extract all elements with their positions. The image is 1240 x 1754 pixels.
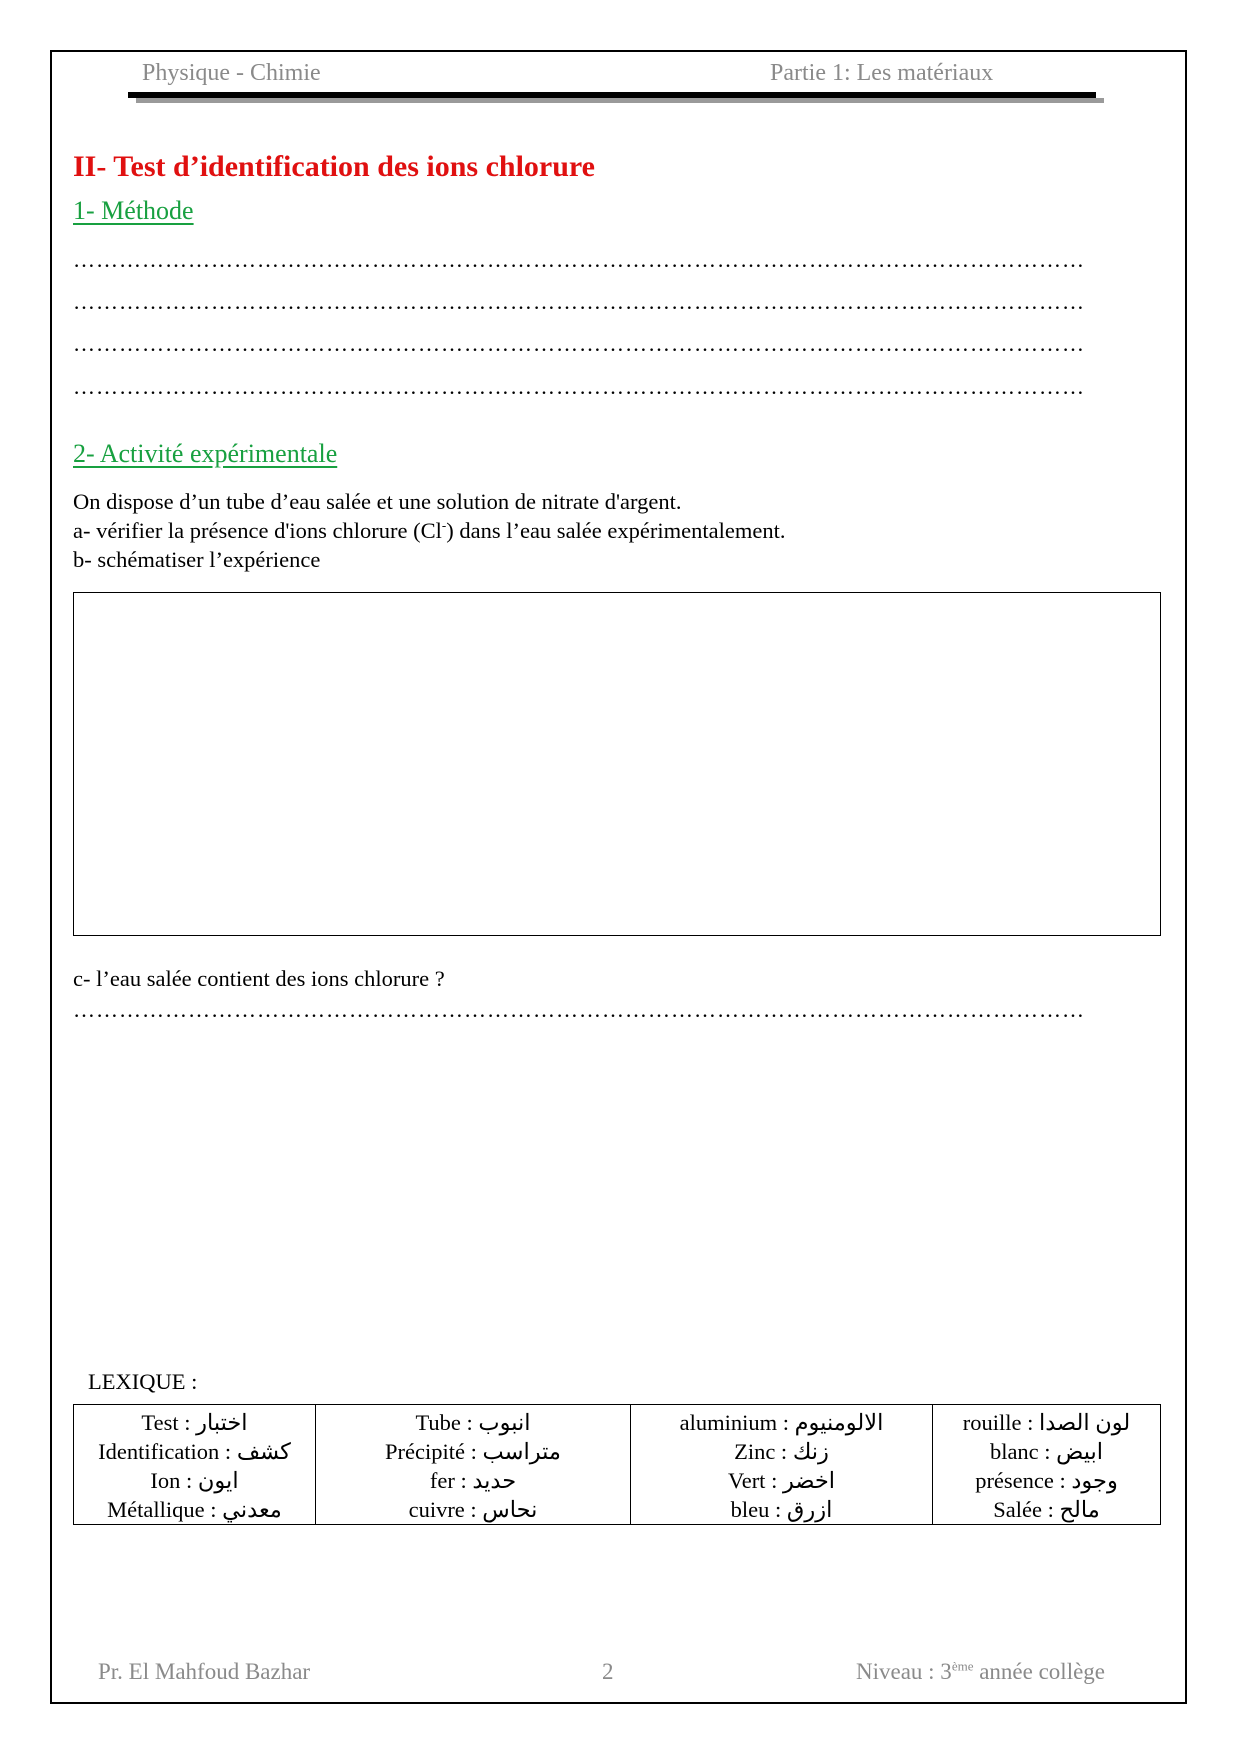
lexique-table: [73, 1404, 1161, 1525]
header-part: Partie 1: Les matériaux: [770, 60, 994, 86]
lexique-entry: cuivre : نحاس: [408, 1497, 538, 1522]
lexique-entry: aluminium : الالومنيوم: [679, 1410, 884, 1435]
activity-question-b: b- schématiser l’expérience: [73, 547, 321, 572]
footer-level: Niveau : 3ème année collège: [856, 1658, 1105, 1684]
answer-line: ……………………………………………………………………………………………………………………: [73, 247, 1085, 272]
lexique-entry: Vert : اخضر: [727, 1468, 836, 1493]
lexique-entry: Zinc : زنك: [734, 1439, 829, 1464]
lexique-column: [933, 1405, 1161, 1525]
lexique-column: [74, 1405, 316, 1525]
answer-line: ……………………………………………………………………………………………………………………: [73, 997, 1085, 1022]
lexique-entry: Précipité : متراسب: [385, 1439, 561, 1464]
lexique-entry: Métallique : معدني: [107, 1497, 282, 1522]
lexique-entry: fer : حديد: [429, 1468, 517, 1493]
page-number: 2: [602, 1659, 614, 1684]
lexique-entry: Ion : ايون: [150, 1468, 239, 1493]
activity-question-c: c- l’eau salée contient des ions chlorure ?: [73, 966, 445, 991]
header-subject: Physique - Chimie: [142, 60, 321, 86]
lexique-column: [316, 1405, 631, 1525]
activity-intro: On dispose d’un tube d’eau salée et une solution de nitrate d'argent.: [73, 489, 682, 514]
footer-author: Pr. El Mahfoud Bazhar: [98, 1659, 311, 1684]
answer-line: ……………………………………………………………………………………………………………………: [73, 374, 1085, 399]
lexique-entry: Salée : مالح: [993, 1497, 1100, 1522]
activity-question-a: a- vérifier la présence d'ions chlorure (Cl-) dans l’eau salée expérimentalement.: [73, 517, 786, 543]
lexique-entry: Tube : انبوب: [415, 1410, 531, 1435]
lexique-entry: bleu : ازرق: [730, 1497, 833, 1522]
lexique-entry: Identification : كشف: [98, 1439, 291, 1464]
lexique-entry: rouille : لون الصدا: [962, 1410, 1131, 1435]
lexique-column: [631, 1405, 933, 1525]
lexique-entry: Test : اختبار: [141, 1410, 248, 1435]
methode-heading: 1- Méthode: [73, 196, 194, 225]
answer-line: ……………………………………………………………………………………………………………………: [73, 289, 1085, 314]
lexique-title: LEXIQUE :: [88, 1369, 198, 1394]
header-rule-shadow: [136, 98, 1104, 103]
lexique-entry: présence : وجود: [975, 1468, 1118, 1493]
drawing-area[interactable]: [73, 592, 1161, 936]
activite-heading: 2- Activité expérimentale: [73, 439, 338, 468]
activity-instructions: [73, 487, 785, 574]
answer-line: ……………………………………………………………………………………………………………………: [73, 331, 1085, 356]
lexique-entry: blanc : ابيض: [989, 1439, 1104, 1464]
header-rule: [128, 92, 1096, 98]
section-title: II- Test d’identification des ions chlorure: [73, 150, 595, 183]
